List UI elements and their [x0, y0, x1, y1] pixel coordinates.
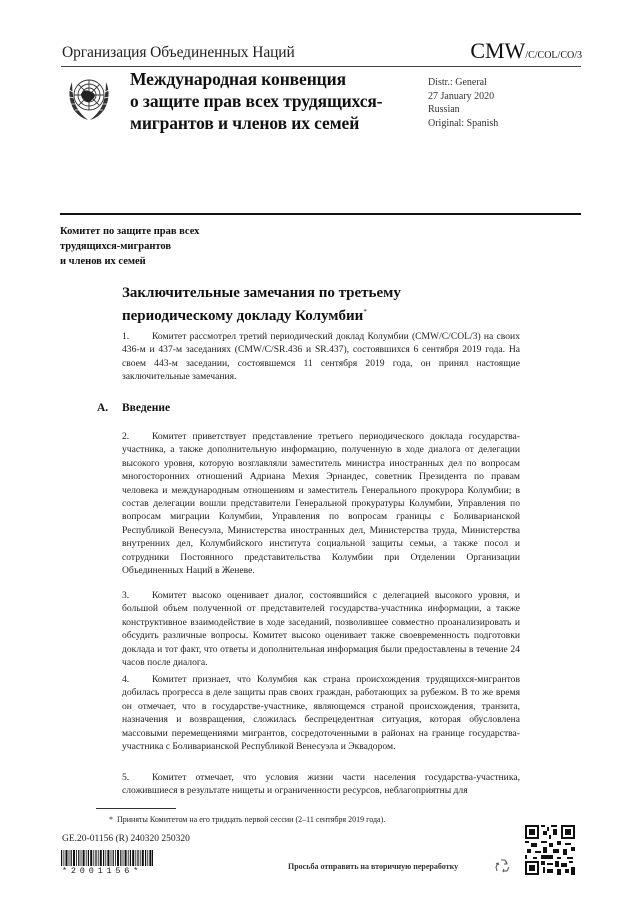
paragraph-number: 4. — [122, 674, 130, 685]
convention-title-line: о защите прав всех трудящихся- — [130, 91, 383, 111]
paragraph-text: Комитет рассмотрел третий периодический доклад Колумбии (CMW/C/COL/3) на своих 436-м и 437-м заседаниях (CMW/C/SR.436 и SR.437), состоявшихся 6 сентября 2019 года. На своем 443-м заседании, состоявшемся 11 сентября 2019 года, он принял настоящие заключительные замечания. — [122, 331, 520, 383]
footnote-marker[interactable]: * — [363, 308, 367, 316]
convention-title-line: мигрантов и членов их семей — [130, 113, 360, 133]
paragraph-number: 1. — [122, 331, 130, 342]
paragraph-1 — [122, 330, 520, 384]
distribution: Distr.: General — [428, 77, 487, 88]
committee-line: Комитет по защите прав всех — [60, 226, 200, 237]
committee-name — [60, 224, 199, 269]
section-letter: A. — [97, 402, 109, 414]
paragraph-number: 3. — [122, 590, 130, 601]
title-line: Заключительные замечания по третьему — [122, 285, 401, 301]
footnote-text: Приняты Комитетом на его тридцать первой сессии (2–11 сентября 2019 года). — [117, 815, 386, 824]
language: Russian — [428, 104, 460, 115]
footnote-mark: * — [109, 815, 113, 824]
section-title: Введение — [122, 402, 171, 414]
paragraph-text: Комитет приветствует представление третьего периодического доклада государства-участника, а также дополнительную информацию, полученную в ходе диалога от делегации высокого уровня, которую возглавляли заместитель министра иностранных дел по вопросам многосторонних отношений Адриана Мехия Эрнандес, советник Президента по правам человека и международным отношениям и заместитель Генерального прокурора Колумбии; в состав делегации вошли представители Генеральной прокуратуры Колумбии, Управления по вопросам миграции Колумбии, Управления по вопросам границы с Боливарианской Республикой Венесуэла, Министерства иностранных дел, Министерства труда, Министерства внутренних дел, Колумбийского института социальной защиты семьи, а также посол и сотрудники Постоянного представительства Колумбии при Отделении Организации Объединенных Наций в Женеве. — [122, 431, 520, 577]
organization-name: Организация Объединенных Наций — [62, 44, 295, 61]
paragraph-number: 2. — [122, 431, 130, 442]
symbol-suffix: /C/COL/CO/3 — [525, 50, 582, 61]
recycle-notice: Просьба отправить на вторичную переработку — [288, 862, 459, 871]
symbol-main: CMW — [470, 38, 526, 63]
recycle-icon — [493, 857, 513, 877]
convention-title-line: Международная конвенция — [130, 69, 347, 89]
committee-line: и членов их семей — [60, 256, 146, 267]
paragraph-text: Комитет отмечает, что условия жизни части населения государства-участника, сложившиеся в результате нищеты и ограниченности ресурсов, неблагоприятны для — [122, 772, 520, 797]
document-title — [122, 284, 401, 326]
paragraph-4 — [122, 673, 520, 753]
convention-title — [130, 68, 383, 134]
original-language: Original: Spanish — [428, 117, 499, 129]
paragraph-3 — [122, 589, 520, 669]
un-emblem-icon — [64, 70, 114, 124]
paragraph-number: 5. — [122, 772, 130, 783]
barcode-icon — [61, 850, 153, 866]
footnote-rule — [96, 808, 176, 809]
footnote — [109, 815, 385, 824]
paragraph-text: Комитет признает, что Колумбия как страна происхождения трудящихся-мигрантов добилась прогресса в деле защиты прав своих граждан, работающих за рубежом. В то же время он отмечает, что в государстве-участнике, являющемся страной происхождения, транзита, назначения и возвращения, сложилась беспрецедентная ситуация, которая обусловлена массовыми перемещениями мигрантов, сосредоточенными в районах на границе государства-участника с Боливарианской Республикой Венесуэла и Эквадором. — [122, 674, 520, 753]
paragraph-text: Комитет высоко оценивает диалог, состоявшийся с делегацией высокого уровня, и большой объем полученной от представителей государства-участника информации, а также конструктивное взаимодействие в ходе заседаний, позволившее совместно проанализировать и обсудить различные вопросы. Комитет высоко оценивает также своевременность подготовки доклада и тот факт, что ответы и дополнительная информация были предоставлены в течение 24 часов после диалога. — [122, 590, 520, 669]
document-meta — [428, 76, 498, 130]
title-line: периодическому докладу Колумбии — [122, 308, 364, 324]
paragraph-2 — [122, 430, 520, 577]
job-number: GE.20-01156 (R) 240320 250320 — [62, 834, 190, 844]
qr-code-icon — [525, 825, 575, 875]
committee-line: трудящихся-мигрантов — [60, 241, 172, 252]
section-heading-a — [97, 402, 170, 414]
section-rule — [60, 213, 581, 215]
header-rule — [61, 66, 581, 67]
document-symbol — [470, 38, 582, 64]
paragraph-5 — [122, 771, 520, 798]
date: 27 January 2020 — [428, 90, 495, 102]
barcode-number: *2001156* — [62, 866, 143, 876]
